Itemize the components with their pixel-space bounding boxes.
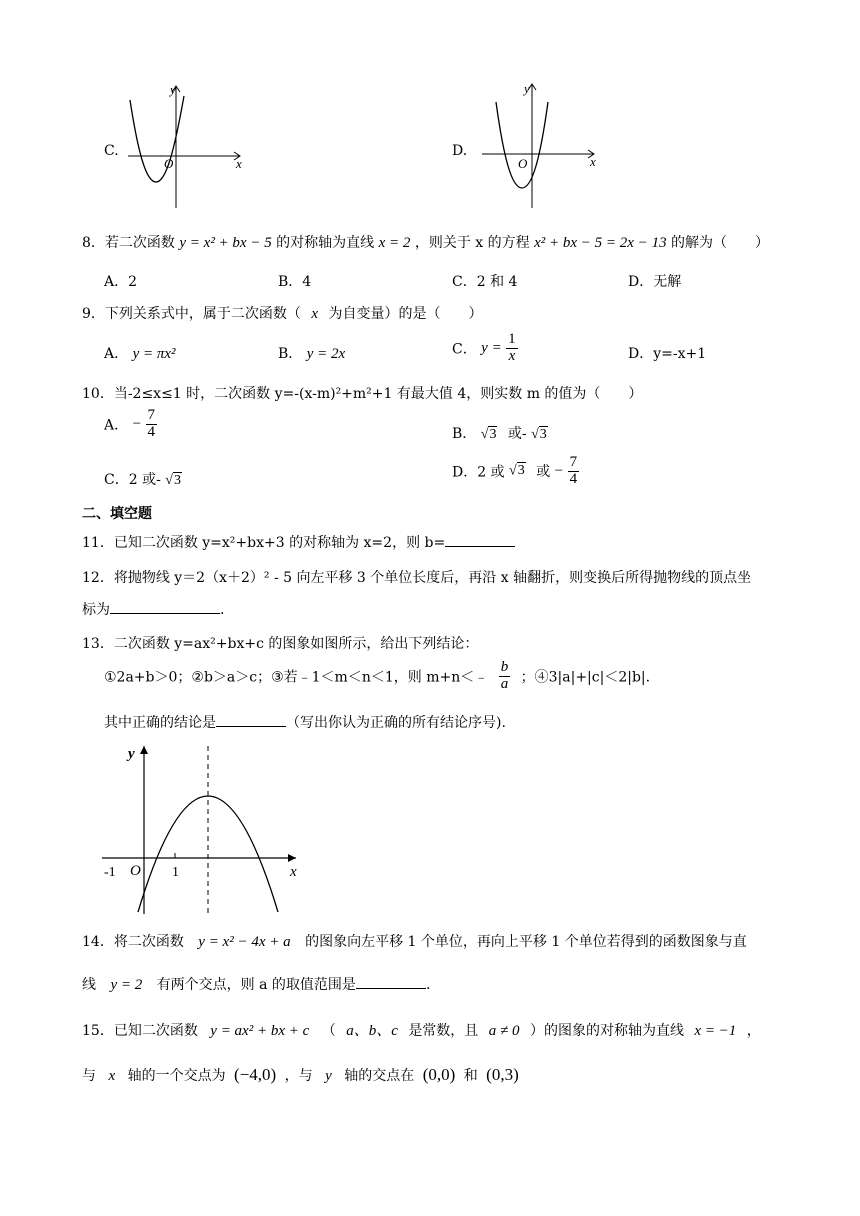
question-15-line1: [82, 1019, 761, 1040]
q15-cond: a ≠ 0: [488, 1023, 520, 1039]
q8-option-a: A．2: [104, 274, 138, 290]
q13-fraction: [493, 660, 517, 693]
q14-suffix: 的图象向左平移 1 个单位，再向上平移 1 个单位若得到的函数图象与直: [305, 934, 747, 950]
radicand: 3: [173, 473, 181, 488]
q15-vars: a、b、c: [346, 1023, 398, 1039]
q10-option-d-or: 或: [536, 464, 551, 481]
q10-option-c-label: C．2 或-: [104, 472, 161, 488]
q13-answer-suffix: （写出你认为正确的所有结论序号).: [286, 715, 506, 731]
q15-line2-prefix: 与: [82, 1068, 96, 1084]
q9-option-c-fraction: [506, 332, 518, 365]
q10-option-a-label: A．: [104, 417, 129, 434]
question-11: [82, 532, 515, 552]
question-13-stem: 13．二次函数 y=ax²+bx+c 的图象如图所示，给出下列结论：: [82, 636, 479, 652]
q13-answer-blank[interactable]: [216, 712, 286, 727]
q15-paren-open: （: [321, 1023, 336, 1039]
x-axis-arrow: [288, 854, 296, 862]
q8-eq3: x² + bx − 5 = 2x − 13: [534, 235, 667, 251]
fraction-denominator: x: [508, 347, 516, 364]
q13-conclusions-a: ①2a+b＞0；②b＞a＞c；③若﹣1＜m＜n＜1，则 m+n＜﹣: [104, 669, 489, 686]
q7-option-c-label: C.: [104, 143, 119, 159]
q7-option-c-graph: [124, 82, 246, 210]
y-axis-arrow: [140, 746, 148, 754]
question-12-line1: 12．将抛物线 y＝2（x＋2）² - 5 向左平移 3 个单位长度后，再沿 x 轴翻折，则变换后所得抛物线的顶点坐: [82, 570, 752, 586]
q7-option-d-graph: [478, 80, 600, 210]
q14-eq: y = x² − 4x + a: [198, 934, 291, 950]
fraction-numerator: 7: [147, 407, 155, 423]
y-axis-label: y: [524, 81, 530, 96]
q9-option-b-label: B．: [278, 346, 303, 362]
q9-option-b: [278, 343, 345, 363]
q15-pt2: (0,0): [422, 1065, 456, 1084]
q8-eq2: x = 2: [378, 235, 411, 251]
q14-prefix: 14．将二次函数: [82, 934, 184, 950]
radicand: 3: [517, 463, 525, 479]
q10-option-a-fraction: [146, 408, 158, 441]
q15-axis: x = −1: [694, 1023, 737, 1039]
q9-suffix: 为自变量）的是（ ）: [328, 306, 483, 322]
q10-option-c-sqrt: √3: [165, 473, 181, 488]
q9-option-d: D．y=-x+1: [628, 346, 707, 362]
radicand: 3: [539, 427, 547, 442]
q9-option-b-math: y = 2x: [306, 346, 346, 362]
q14-line2-mid: 有两个交点，则 a 的取值范围是: [156, 977, 356, 993]
question-8-stem: [82, 232, 769, 252]
q15-eq: y = ax² + bx + c: [210, 1023, 310, 1039]
fraction-numerator: 7: [569, 454, 578, 470]
q15-line2-mid3: 轴的交点在: [344, 1068, 415, 1084]
q15-mid1: 是常数，且: [408, 1023, 479, 1039]
q15-line2-y: y: [325, 1068, 332, 1084]
question-10-stem: 10．当-2≤x≤1 时，二次函数 y=-(x-m)²+m²+1 有最大值 4，则实数 m 的值为（ ）: [82, 386, 643, 402]
origin-label: O: [164, 156, 174, 171]
fraction-numerator: 1: [508, 331, 516, 347]
q10-option-d: [452, 455, 579, 488]
fraction-denominator: a: [500, 675, 509, 692]
question-9-stem: [82, 303, 483, 323]
q10-option-b-or: 或-: [507, 426, 527, 442]
q10-option-a: [104, 408, 157, 441]
q8-option-c: C．2 和 4: [452, 274, 518, 290]
q9-option-a-math: y = πx²: [132, 346, 176, 362]
q12-line2-suffix: .: [220, 602, 225, 618]
question-15-line2: [82, 1065, 523, 1085]
q10-option-d-sqrt: √3: [509, 463, 525, 479]
q10-option-c: [104, 469, 182, 489]
q9-option-a-label: A．: [104, 346, 129, 362]
q15-line2-mid1: 轴的一个交点为: [127, 1068, 226, 1084]
q11-text: 11．已知二次函数 y=x²+bx+3 的对称轴为 x=2，则 b=: [82, 535, 446, 551]
section-title: 二、填空题: [82, 506, 152, 522]
origin-label: O: [518, 156, 528, 171]
x-axis-label: x: [590, 154, 596, 169]
q14-line2-eq: y = 2: [110, 977, 143, 993]
x-axis-label: x: [236, 156, 242, 171]
q15-line2-and: 和: [463, 1068, 478, 1084]
q8-prefix: 8．若二次函数: [82, 235, 175, 251]
q10-option-d-label: D．2 或: [452, 464, 505, 481]
q13-conclusions-b: ；④3|a|+|c|＜2|b|.: [520, 669, 651, 686]
origin-label: O: [130, 863, 141, 879]
q15-comma: ，: [746, 1023, 761, 1039]
fraction-denominator: 4: [569, 470, 578, 487]
tick-label-1: 1: [172, 865, 179, 880]
q7-option-d-label: D.: [452, 143, 468, 159]
question-14-line2: [82, 974, 430, 994]
q8-mid2: ，则关于 x 的方程: [414, 235, 530, 251]
q14-line2-suffix: .: [425, 977, 431, 993]
question-14-line1: [82, 931, 747, 951]
fraction-denominator: 4: [147, 423, 155, 440]
q15-pt1: (−4,0): [234, 1065, 277, 1084]
y-axis-label: y: [170, 82, 176, 97]
q14-answer-blank[interactable]: [356, 974, 426, 989]
q8-mid1: 的对称轴为直线: [276, 235, 375, 251]
radicand: 3: [489, 427, 497, 442]
q13-answer-prefix: 其中正确的结论是: [104, 715, 216, 731]
q10-option-b: [452, 423, 548, 443]
q9-option-a: [104, 343, 176, 363]
q9-prefix: 9．下列关系式中，属于二次函数（: [82, 306, 301, 322]
q8-option-d: D．无解: [628, 274, 682, 290]
question-12-line2: [82, 599, 224, 619]
q15-pt3: (0,3): [486, 1065, 519, 1084]
fraction-numerator: b: [500, 659, 509, 675]
q13-answer-line: [104, 712, 506, 732]
tick-label-neg1: -1: [104, 865, 116, 880]
q15-prefix: 15．已知二次函数: [82, 1023, 198, 1039]
y-axis-label: y: [128, 746, 135, 762]
q8-suffix: 的解为（ ）: [671, 235, 770, 251]
q15-mid2: ）的图象的对称轴为直线: [529, 1023, 684, 1039]
q10-option-d-sign: −: [554, 462, 564, 479]
q8-option-b: B．4: [278, 274, 312, 290]
q13-parabola-graph: [98, 740, 304, 916]
q13-conclusions: [104, 660, 650, 693]
q10-option-b-label: B．: [452, 426, 477, 442]
q15-line2-mid2: ，与: [284, 1068, 313, 1084]
q12-line2-prefix: 标为: [82, 602, 110, 618]
q10-option-b-sqrt1: √3: [480, 427, 497, 442]
q10-option-b-sqrt2: √3: [531, 427, 547, 442]
q15-line2-x: x: [108, 1068, 116, 1084]
x-axis-label: x: [290, 864, 297, 880]
q9-option-c-lhs: y =: [481, 339, 502, 356]
q14-line2-prefix: 线: [82, 977, 96, 993]
q10-option-d-fraction: [568, 455, 580, 488]
parabola: [496, 102, 548, 188]
q8-eq1: y = x² + bx − 5: [179, 235, 272, 251]
q9-option-c: [452, 332, 518, 365]
q11-answer-blank[interactable]: [445, 532, 515, 547]
q9-option-c-label: C．: [452, 341, 477, 358]
q12-answer-blank[interactable]: [110, 599, 220, 614]
q9-var: x: [311, 306, 319, 322]
q10-option-a-sign: −: [132, 415, 142, 432]
